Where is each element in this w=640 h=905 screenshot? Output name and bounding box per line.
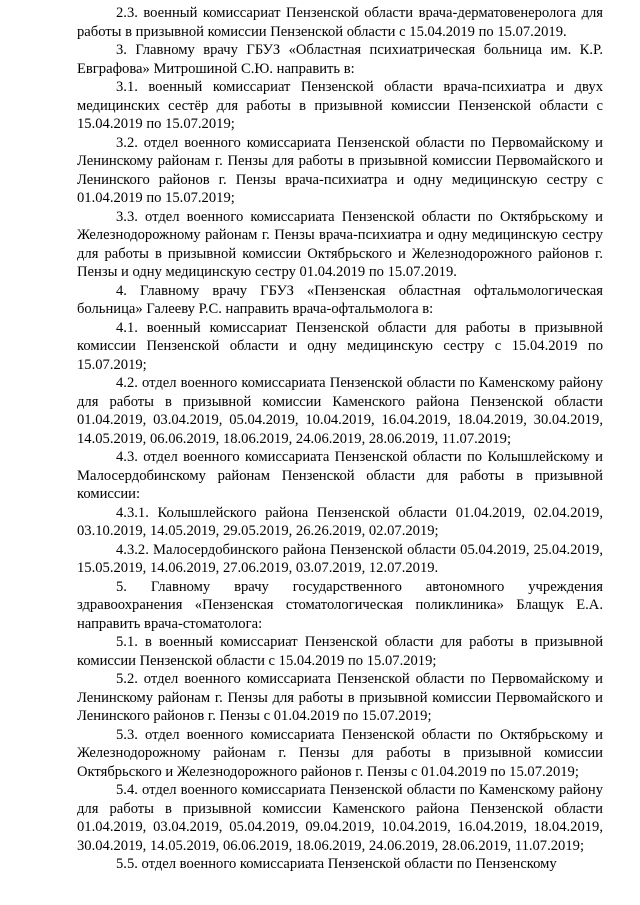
paragraph-4-3: 4.3. отдел военного комиссариата Пензенской области по Колышлейскому и Малосердобинскому районам Пензенской области для работы в призывной комиссии: xyxy=(77,449,603,502)
paragraph-4-3-1: 4.3.1. Колышлейского района Пензенской области 01.04.2019, 02.04.2019, 03.10.2019, 14.05.2019, 29.05.2019, 26.26.2019, 02.07.2019; xyxy=(77,504,603,539)
paragraph-5-3: 5.3. отдел военного комиссариата Пензенской области по Октябрьскому и Железнодорожному районам г. Пензы для работы в призывной комиссии Октябрьского и Железнодорожного районов г. Пензы с 01.04.2019 по 15.07.2019; xyxy=(77,726,603,780)
paragraph-5-1: 5.1. в военный комиссариат Пензенской области для работы в призывной комиссии Пензенской области с 15.04.2019 по 15.07.2019; xyxy=(77,634,603,669)
paragraph-4-1: 4.1. военный комиссариат Пензенской области для работы в призывной комиссии Пензенской области и одну медицинскую сестру с 15.04.2019 по 15.07.2019; xyxy=(77,319,603,373)
paragraph-4: 4. Главному врачу ГБУЗ «Пензенская областная офтальмологическая больница» Галееву Р.С. направить врача-офтальмолога в: xyxy=(77,282,603,317)
paragraph-3-1: 3.1. военный комиссариат Пензенской области врача-психиатра и двух медицинских сестёр для работы в призывной комиссии Пензенской области с 15.04.2019 по 15.07.2019; xyxy=(77,79,603,132)
paragraph-3: 3. Главному врачу ГБУЗ «Областная психиатрическая больница им. К.Р. Евграфова» Митрошиной С.Ю. направить в: xyxy=(77,42,603,77)
paragraph-3-3: 3.3. отдел военного комиссариата Пензенской области по Октябрьскому и Железнодорожному районам г. Пензы врача-психиатра и одну медицинскую сестру для работы в призывной комиссии Октябрьского и Железнодорожного районов г. Пензы и одну медицинскую сестру 01.04.2019 по 15.07.2019. xyxy=(77,208,603,280)
paragraph-5-2: 5.2. отдел военного комиссариата Пензенской области по Первомайскому и Ленинскому районам г. Пензы для работы в призывной комиссии Первомайского и Ленинского районов г. Пензы с 01.04.2019 по 15.07.2019; xyxy=(77,671,603,724)
document-page xyxy=(77,4,603,874)
paragraph-5-4: 5.4. отдел военного комиссариата Пензенской области по Каменскому району для работы в призывной комиссии Каменского района Пензенской области 01.04.2019, 03.04.2019, 05.04.2019, 09.04.2019, 10.04.2019, 16.04.2019, 18.04.2019, 30.04.2019, 14.05.2019, 06.06.2019, 18.06.2019, 24.06.2019, 28.06.2019, 11.07.2019; xyxy=(77,782,603,854)
paragraph-5-5: 5.5. отдел военного комиссариата Пензенской области по Пензенскому xyxy=(116,856,557,872)
paragraph-2-3: 2.3. военный комиссариат Пензенской области врача-дерматовенеролога для работы в призывной комиссии Пензенской области с 15.04.2019 по 15.07.2019. xyxy=(77,5,603,40)
paragraph-4-2: 4.2. отдел военного комиссариата Пензенской области по Каменскому району для работы в призывной комиссии Каменского района Пензенской области 01.04.2019, 03.04.2019, 05.04.2019, 10.04.2019, 16.04.2019, 18.04.2019, 30.04.2019, 14.05.2019, 06.06.2019, 18.06.2019, 24.06.2019, 28.06.2019, 11.07.2019; xyxy=(77,375,603,447)
paragraph-5: 5. Главному врачу государственного автономного учреждения здравоохранения «Пензенская стоматологическая поликлиника» Блащук Е.А. направить врача-стоматолога: xyxy=(77,578,603,632)
paragraph-4-3-2: 4.3.2. Малосердобинского района Пензенской области 05.04.2019, 25.04.2019, 15.05.2019, 14.06.2019, 27.06.2019, 03.07.2019, 12.07.2019. xyxy=(77,541,603,576)
paragraph-3-2: 3.2. отдел военного комиссариата Пензенской области по Первомайскому и Ленинскому районам г. Пензы для работы в призывной комиссии Первомайского и Ленинского районов г. Пензы врача-психиатра и одну медицинскую сестру с 01.04.2019 по 15.07.2019; xyxy=(77,134,603,206)
